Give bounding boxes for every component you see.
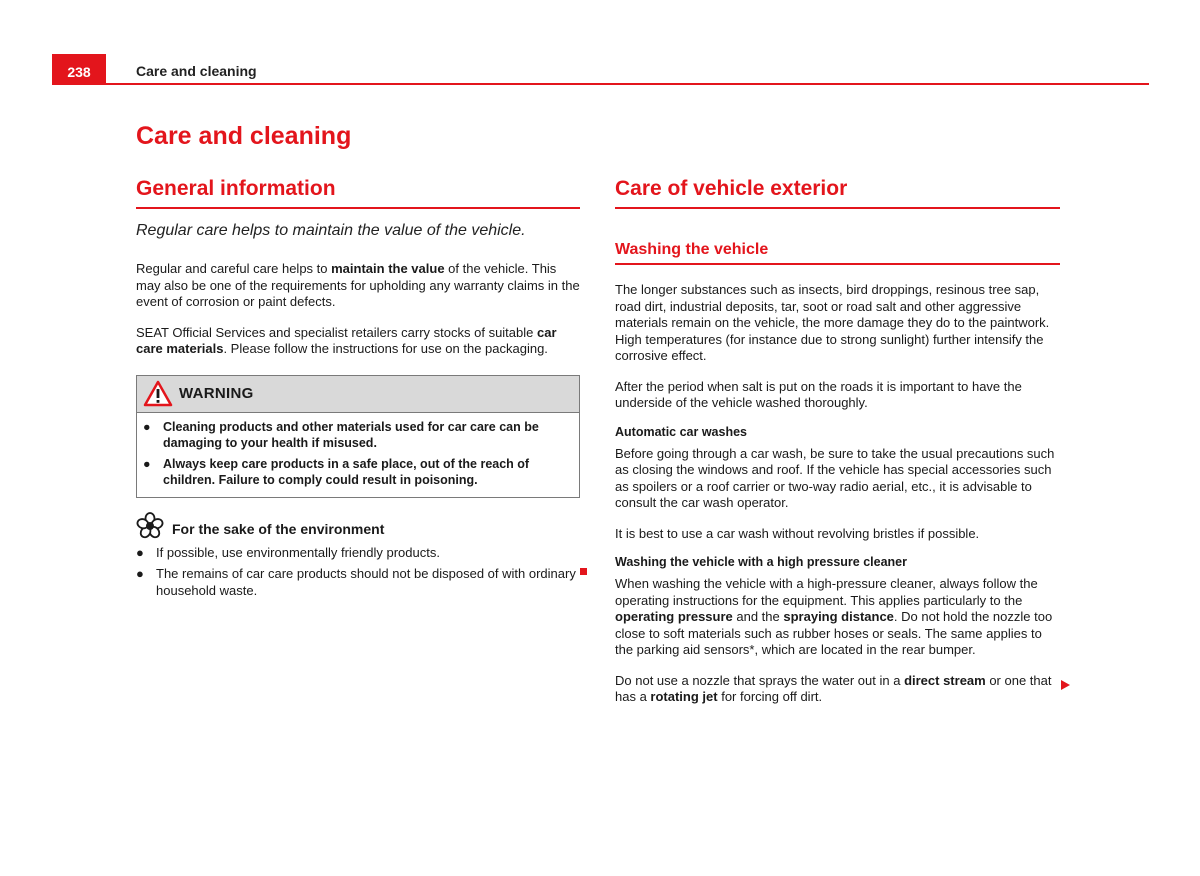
environment-header <box>136 512 580 540</box>
warning-title: WARNING <box>179 385 254 403</box>
environment-title: For the sake of the environment <box>172 520 385 537</box>
bullet: ● <box>136 566 144 582</box>
subheading-high-pressure: Washing the vehicle with a high pressure cleaner <box>615 555 907 570</box>
paragraph: SEAT Official Services and specialist retailers carry stocks of suitable car care materials. Please follow the instructions for use on the packaging. <box>136 324 557 357</box>
warning-box <box>136 375 580 498</box>
paragraph: The longer substances such as insects, bird droppings, resinous tree sap, road dirt, industrial deposits, tar, soot or road salt and other aggressive materials remain on the vehicle, the more damage they do to the paintwork. High temperatures (for instance due to strong sunlight) further intensify the corrosive effect. <box>615 282 1050 364</box>
warning-item: ● Always keep care products in a safe place, out of the reach of children. Failure to comply could result in poisoning. <box>143 456 530 488</box>
intro-text: Regular care helps to maintain the value of the vehicle. <box>136 222 526 240</box>
left-column <box>136 176 580 599</box>
warning-body <box>137 413 579 497</box>
paragraph: Regular and careful care helps to maintain the value of the vehicle. This may also be one of the requirements for upholding any warranty claims in the event of corrosion or paint defects. <box>136 261 580 310</box>
running-header: Care and cleaning <box>136 63 257 79</box>
paragraph: After the period when salt is put on the roads it is important to have the underside of the vehicle washed thoroughly. <box>615 378 1022 411</box>
page-number: 238 <box>52 54 106 85</box>
subheading-washing: Washing the vehicle <box>615 240 1060 265</box>
warning-item: ● Cleaning products and other materials used for car care can be damaging to your health if misused. <box>143 419 539 451</box>
environment-item: ● If possible, use environmentally friendly products. <box>136 544 440 560</box>
subheading-automatic: Automatic car washes <box>615 424 747 439</box>
page-title: Care and cleaning <box>136 122 352 150</box>
paragraph: Do not use a nozzle that sprays the water out in a direct stream or one that has a rotating jet for forcing off dirt. <box>615 672 1052 705</box>
flower-icon <box>136 512 164 540</box>
section-heading-exterior: Care of vehicle exterior <box>615 176 1060 209</box>
bullet: ● <box>143 419 151 434</box>
continue-arrow-icon <box>1061 680 1070 690</box>
end-square-icon <box>580 568 587 575</box>
paragraph: It is best to use a car wash without revolving bristles if possible. <box>615 525 980 541</box>
paragraph: When washing the vehicle with a high-pressure cleaner, always follow the operating instructions for the equipment. This applies particularly to the operating pressure and the spraying distance. Do not hold the nozzle too close to soft materials such as rubber hoses or seals. The same applies to the parking aid sensors*, which are located in the rear bumper. <box>615 576 1053 658</box>
paragraph: Before going through a car wash, be sure to take the usual precautions such as closing the windows and roof. If the vehicle has special accessories such as spoilers or a roof carrier or two-way radio aerial, etc., it is advisable to consult the car wash operator. <box>615 445 1055 511</box>
right-column <box>615 176 1060 706</box>
warning-triangle-icon <box>143 380 173 407</box>
bullet: ● <box>136 544 144 560</box>
section-heading-general: General information <box>136 176 580 209</box>
bullet: ● <box>143 456 151 471</box>
environment-item: ● The remains of car care products should not be disposed of with ordinary household waste. <box>136 566 576 598</box>
header-rule <box>106 83 1149 85</box>
warning-header <box>137 376 579 413</box>
